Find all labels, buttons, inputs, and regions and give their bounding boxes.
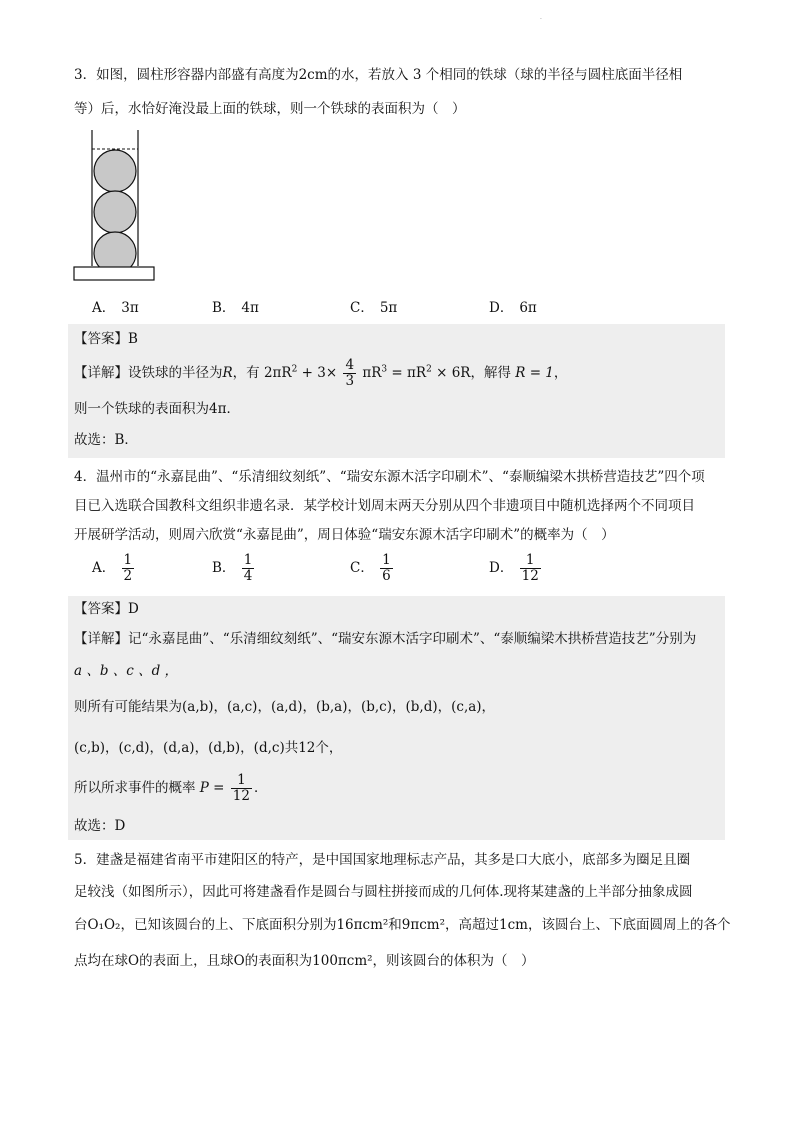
q4-detail-line1: 【详解】记“永嘉昆曲”、“乐清细纹刻纸”、“瑞安东源木活字印刷术”、“泰顺编梁木拱桥营造技艺”分别为 — [74, 631, 697, 647]
iron-ball-middle — [94, 191, 136, 233]
cylinder-with-balls-figure — [70, 128, 160, 284]
q3-choose: 故选：B． — [74, 432, 138, 448]
q4-answer: 【答案】D — [74, 601, 139, 617]
q3-fraction: $\frac{4}{3}$ — [345, 357, 355, 389]
q3-detail-line1: 【详解】设铁球的半径为R，有 $2\pi R^2 + 3\times$ $\frac{4}{3}$ $\pi R^3 = \pi R^2 \times 6R$，解得 R = 1， — [74, 357, 568, 389]
q4-detail-line2: a 、b 、c 、d ， — [74, 663, 179, 679]
q3-stem-line1: 3．如图，圆柱形容器内部盛有高度为2cm的水，若放入 3 个相同的铁球（球的半径与圆柱底面半径相 — [74, 67, 683, 83]
iron-ball-top — [94, 150, 136, 192]
q3-solution-panel — [68, 324, 725, 458]
q3-option-c: C． 5π — [350, 300, 398, 316]
q4-probability-line: 所以所求事件的概率 P = $\frac{1}{12}$ ． — [74, 772, 268, 804]
q4-option-a: A． $\frac{1}{2}$ — [92, 552, 133, 584]
q3-option-d: D． 6π — [489, 300, 537, 316]
q3-answer: 【答案】B — [74, 331, 138, 347]
q4-stem-line2: 目已入选联合国教科文组织非遗名录．某学校计划周末两天分别从四个非遗项目中随机选择两个不同项目 — [74, 498, 695, 514]
q5-stem-line2: 足较浅（如图所示），因此可将建盏看作是圆台与圆柱拼接而成的几何体.现将某建盏的上半部分抽象成圆 — [74, 884, 693, 900]
q4-detail-line3: 则所有可能结果为(a,b)，(a,c)，(a,d)，(b,a)，(b,c)，(b,d)，(c,a)， — [74, 699, 496, 715]
cylinder-base — [74, 267, 154, 280]
q3-detail-line2: 则一个铁球的表面积为4π． — [74, 401, 240, 417]
q4-option-c: C． $\frac{1}{6}$ — [350, 552, 391, 584]
q4-detail-line4: (c,b)，(c,d)，(d,a)，(d,b)，(d,c)共12个， — [74, 740, 343, 756]
q4-option-d: D． $\frac{1}{12}$ — [489, 552, 539, 584]
q5-stem-line4: 点均在球O的表面上，且球O的表面积为100πcm²，则该圆台的体积为（ ） — [74, 953, 535, 969]
q4-option-b: B． $\frac{1}{4}$ — [212, 552, 253, 584]
q4-choose: 故选：D — [74, 818, 126, 834]
q4-stem-line3: 开展研学活动，则周六欣赏“永嘉昆曲”，周日体验“瑞安东源木活字印刷术”的概率为（ ） — [74, 527, 615, 543]
q3-option-a: A． 3π — [92, 300, 139, 316]
q3-option-b: B． 4π — [212, 300, 259, 316]
q5-stem-line3: 台O₁O₂，已知该圆台的上、下底面积分别为16πcm²和9πcm²，高超过1cm，该圆台上、下底面圆周上的各个 — [74, 917, 731, 933]
q3-stem-line2: 等）后，水恰好淹没最上面的铁球，则一个铁球的表面积为（ ） — [74, 101, 466, 117]
q5-stem-line1: 5．建盏是福建省南平市建阳区的特产，是中国国家地理标志产品，其多是口大底小，底部多为圈足且圈 — [74, 852, 691, 868]
q4-probability-fraction: $\frac{1}{12}$ — [232, 772, 250, 804]
q4-stem-line1: 4．温州市的“永嘉昆曲”、“乐清细纹刻纸”、“瑞安东源木活字印刷术”、“泰顺编梁木拱桥营造技艺”四个项 — [74, 469, 705, 485]
corner-mark: · — [540, 16, 542, 23]
